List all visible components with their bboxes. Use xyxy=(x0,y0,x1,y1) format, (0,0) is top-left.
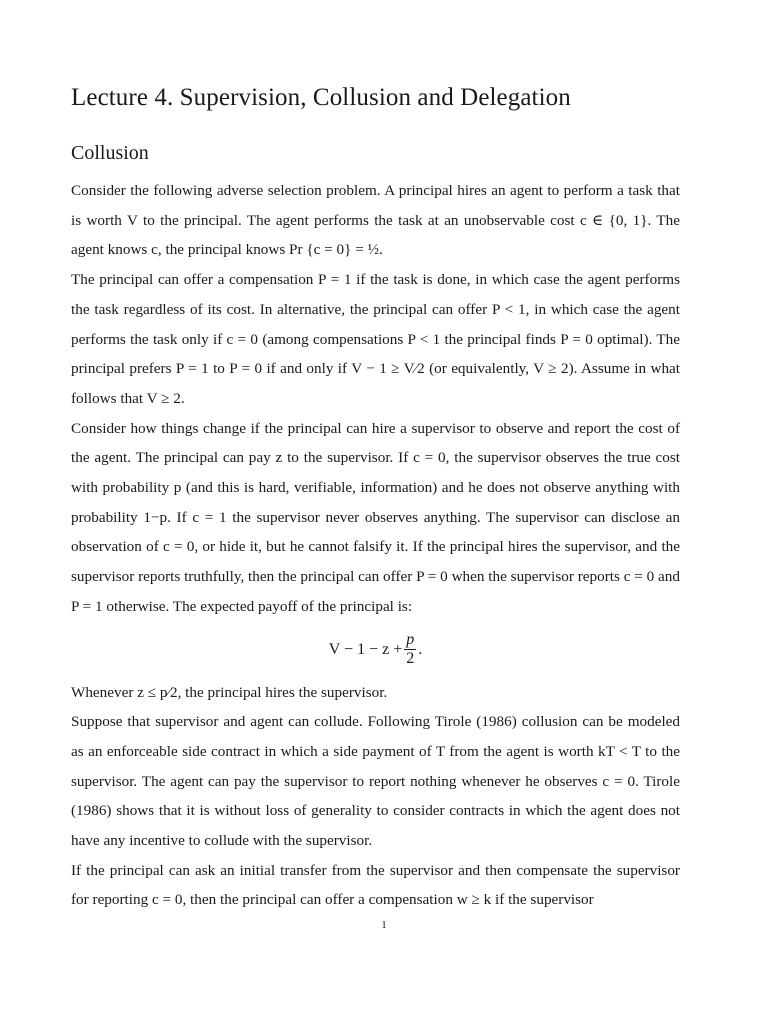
equation-fraction xyxy=(404,632,416,667)
fraction-denominator: 2 xyxy=(406,650,415,668)
paragraph-5: Suppose that supervisor and agent can collude. Following Tirole (1986) collusion can be modeled as an enforceable side contract in which a side payment of T from the agent is worth kT < T to the supervisor. The agent can pay the supervisor to report nothing whenever he observes c = 0. Tirole (1986) shows that it is without loss of generality to consider contracts in which the agent does not have any incentive to collude with the supervisor. xyxy=(71,713,680,850)
display-equation xyxy=(71,622,680,678)
equation-end: . xyxy=(418,640,423,658)
lecture-title: Lecture 4. Supervision, Collusion and Delegation xyxy=(71,84,571,111)
paragraph-2: The principal can offer a compensation P = 1 if the task is done, in which case the agent performs the task regardless of its cost. In alternative, the principal can offer P < 1, in which case the agent performs the task only if c = 0 (among compensations P < 1 the principal finds P = 0 optimal). The principal prefers P = 1 to P = 0 if and only if V − 1 ≥ V⁄2 (or equivalently, V ≥ 2). Assume in what follows that V ≥ 2. xyxy=(71,271,680,407)
paragraph-6: If the principal can ask an initial transfer from the supervisor and then compensate the supervisor for reporting c = 0, then the principal can offer a compensation w ≥ k if the supervisor xyxy=(71,861,680,909)
section-heading: Collusion xyxy=(71,142,149,164)
fraction-numerator: p xyxy=(406,631,415,649)
equation-lhs: V − 1 − z + xyxy=(328,640,403,658)
page-number: 1 xyxy=(381,919,387,931)
paragraph-3: Consider how things change if the principal can hire a supervisor to observe and report the cost of the agent. The principal can pay z to the supervisor. If c = 0, the supervisor observes the true cost with probability p (and this is hard, verifiable, information) and he does not observe anything with probability 1−p. If c = 1 the supervisor never observes anything. The supervisor can disclose an observation of c = 0, or hide it, but he cannot falsify it. If the principal hires the supervisor, and the supervisor reports truthfully, then the principal can offer P = 0 when the supervisor reports c = 0 and P = 1 otherwise. The expected payoff of the principal is: xyxy=(71,419,680,615)
paragraph-1: Consider the following adverse selection problem. A principal hires an agent to perform a task that is worth V to the principal. The agent performs the task at an unobservable cost c ∈ {0, 1}. The agent knows c, the principal knows Pr {c = 0} = ½. xyxy=(71,182,680,259)
body-text xyxy=(71,176,680,915)
paragraph-4: Whenever z ≤ p⁄2, the principal hires the supervisor. xyxy=(71,683,388,701)
